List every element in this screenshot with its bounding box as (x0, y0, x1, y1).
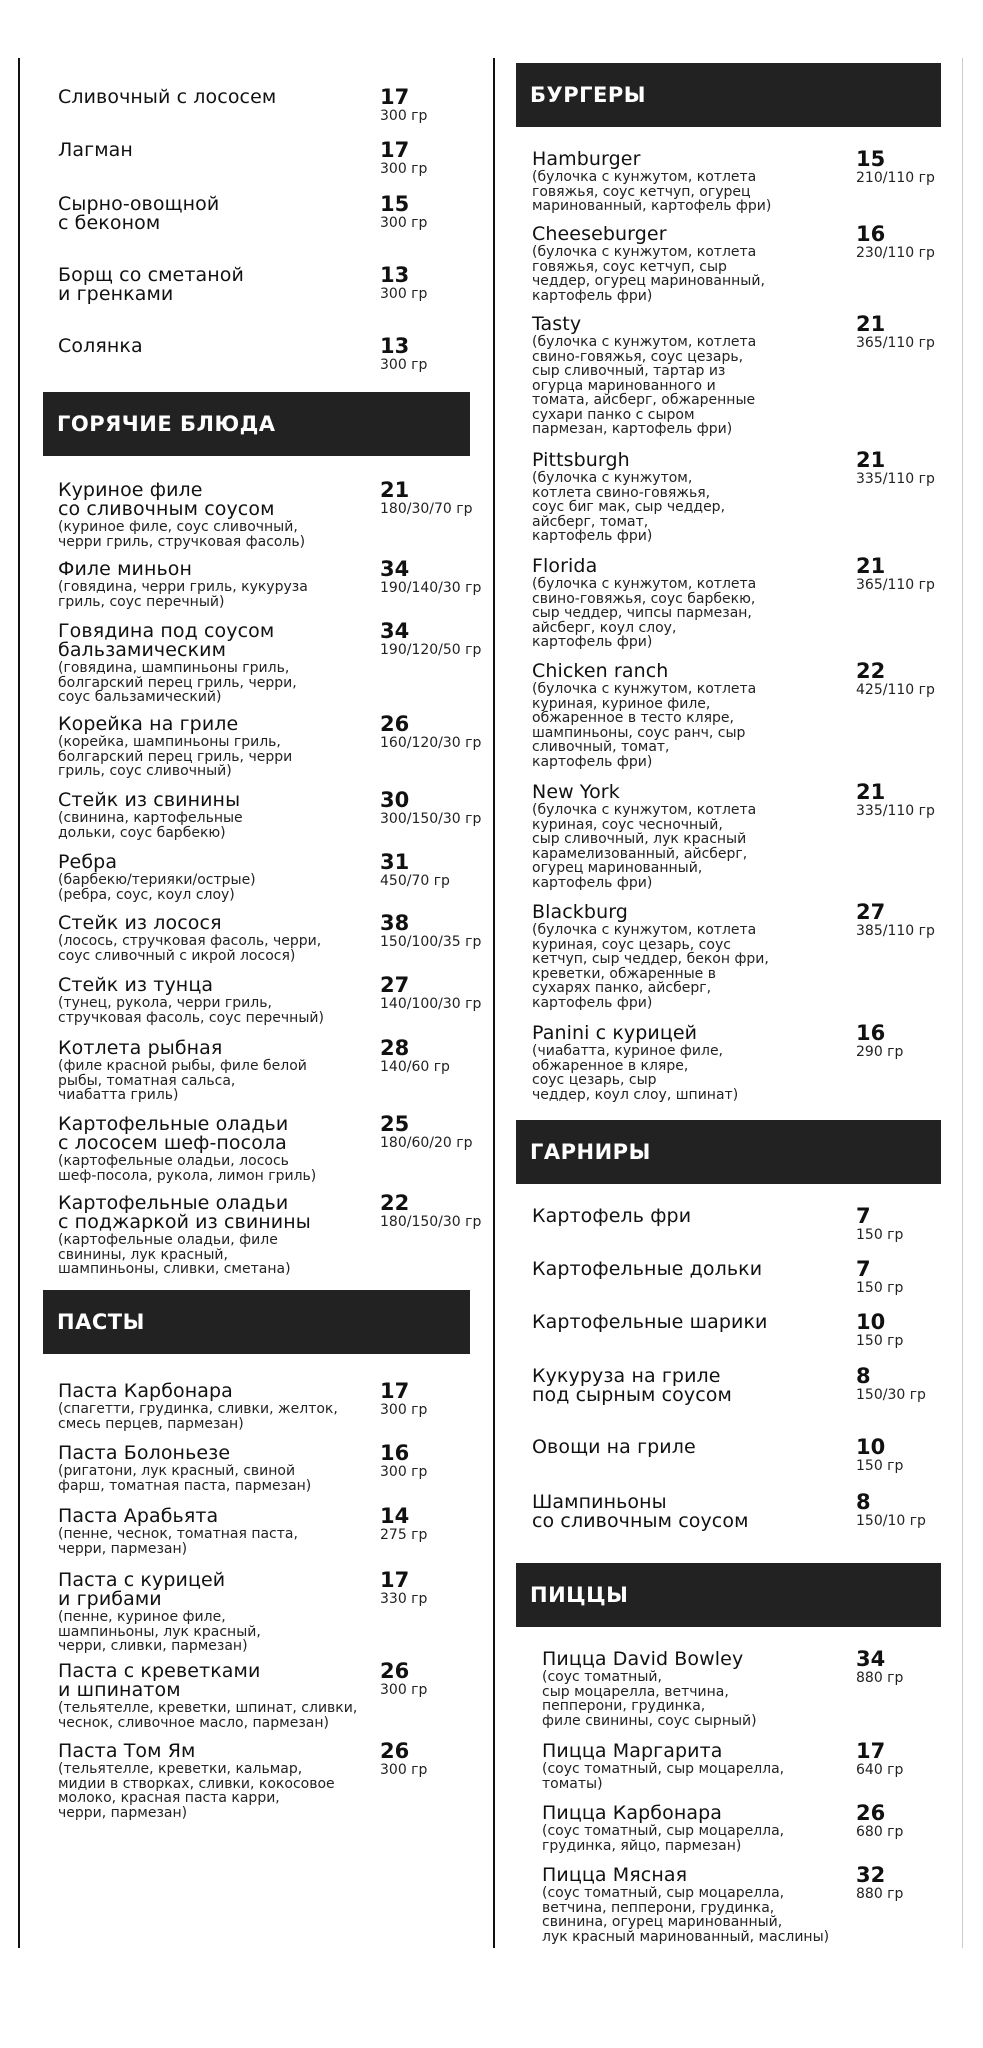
menu-item (532, 1493, 850, 1531)
menu-item (542, 1650, 850, 1728)
item-description: (картофельные оладьи, филе свинины, лук красный, шампиньоны, сливки, сметана) (58, 1232, 291, 1277)
item-description: (тунец, рукола, черри гриль, стручковая фасоль, соус перечный) (58, 995, 324, 1026)
item-weight: 190/120/50 гр (380, 642, 482, 658)
item-description: (говядина, шампиньоны гриль, болгарский перец гриль, черри, соус бальзамический) (58, 660, 297, 705)
menu-item (58, 715, 374, 779)
item-price: 21 (856, 780, 886, 804)
item-price: 8 (856, 1490, 871, 1514)
menu-item (58, 88, 374, 107)
item-weight: 160/120/30 гр (380, 735, 482, 751)
item-price: 17 (380, 85, 410, 109)
item-name: Картофельные шарики (532, 1311, 768, 1333)
menu-item (58, 1742, 374, 1820)
item-price: 13 (380, 263, 410, 287)
menu-item (542, 1804, 850, 1853)
menu-item (58, 337, 374, 356)
item-weight: 150 гр (856, 1458, 904, 1474)
item-price: 31 (380, 850, 410, 874)
section-header-hot: ГОРЯЧИЕ БЛЮДА (43, 392, 470, 456)
item-price: 17 (380, 138, 410, 162)
item-description: (лосось, стручковая фасоль, черри, соус сливочный с икрой лосося) (58, 933, 322, 964)
section-header-pizza: ПИЦЦЫ (516, 1563, 941, 1627)
menu-item (532, 903, 850, 1010)
item-weight: 365/110 гр (856, 335, 935, 351)
section-header-sides: ГАРНИРЫ (516, 1120, 941, 1184)
item-name: Картофельные дольки (532, 1258, 763, 1280)
menu-item (532, 1367, 850, 1405)
item-weight: 150 гр (856, 1333, 904, 1349)
item-weight: 190/140/30 гр (380, 580, 482, 596)
item-name: Pittsburgh (532, 449, 630, 471)
item-weight: 210/110 гр (856, 170, 935, 186)
menu-item (532, 150, 850, 214)
item-name: Шампиньоны со сливочным соусом (532, 1491, 749, 1532)
item-weight: 300 гр (380, 1402, 428, 1418)
item-description: (соус томатный, сыр моцарелла, ветчина, пепперони, грудинка, свинина, огурец маринованный, лук красный маринованный, маслины) (542, 1885, 830, 1945)
item-name: Паста с курицей и грибами (58, 1569, 226, 1610)
item-description: (филе красной рыбы, филе белой рыбы, томатная сальса, чиабатта гриль) (58, 1058, 307, 1103)
item-price: 17 (856, 1739, 886, 1763)
item-description: (тельятелле, креветки, шпинат, сливки, чеснок, сливочное масло, пармезан) (58, 1700, 358, 1731)
item-price: 13 (380, 334, 410, 358)
item-name: Hamburger (532, 148, 641, 170)
item-price: 22 (380, 1191, 410, 1215)
item-name: Картофельные оладьи с поджаркой из свинины (58, 1192, 311, 1233)
item-name: Panini с курицей (532, 1022, 698, 1044)
item-weight: 300 гр (380, 108, 428, 124)
menu-item (58, 481, 374, 549)
menu-item (532, 1438, 850, 1457)
item-price: 26 (856, 1801, 886, 1825)
item-description: (чиабатта, куриное филе, обжаренное в кляре, соус цезарь, сыр чеддер, коул слоу, шпинат) (532, 1043, 739, 1103)
item-weight: 450/70 гр (380, 873, 450, 889)
menu-item (532, 315, 850, 437)
item-weight: 335/110 гр (856, 803, 935, 819)
item-price: 28 (380, 1036, 410, 1060)
item-name: Котлета рыбная (58, 1037, 223, 1059)
item-price: 34 (380, 557, 410, 581)
left-border (18, 58, 20, 1948)
item-name: Лагман (58, 139, 133, 161)
menu-item (532, 1207, 850, 1226)
item-description: (соус томатный, сыр моцарелла, томаты) (542, 1761, 785, 1792)
menu-item (532, 557, 850, 650)
item-name: Пицца Мясная (542, 1864, 688, 1886)
item-weight: 300 гр (380, 215, 428, 231)
item-weight: 880 гр (856, 1670, 904, 1686)
item-price: 17 (380, 1379, 410, 1403)
item-weight: 300 гр (380, 1682, 428, 1698)
item-description: (картофельные оладьи, лосось шеф-посола, рукола, лимон гриль) (58, 1153, 317, 1184)
item-weight: 300 гр (380, 1762, 428, 1778)
item-name: Корейка на гриле (58, 713, 239, 735)
item-weight: 275 гр (380, 1527, 428, 1543)
item-weight: 640 гр (856, 1762, 904, 1778)
item-name: Паста Арабьята (58, 1505, 219, 1527)
item-weight: 290 гр (856, 1044, 904, 1060)
item-weight: 300 гр (380, 357, 428, 373)
item-price: 25 (380, 1112, 410, 1136)
item-name: New York (532, 781, 620, 803)
item-name: Паста Болоньезе (58, 1442, 231, 1464)
item-price: 21 (856, 554, 886, 578)
item-description: (говядина, черри гриль, кукуруза гриль, соус перечный) (58, 579, 308, 610)
item-price: 15 (856, 147, 886, 171)
menu-item (532, 225, 850, 303)
menu-item (58, 622, 374, 705)
item-weight: 300 гр (380, 286, 428, 302)
item-name: Филе миньон (58, 558, 193, 580)
item-description: (куриное филе, соус сливочный, черри гриль, стручковая фасоль) (58, 519, 306, 550)
menu-item (532, 783, 850, 890)
menu-item (58, 791, 374, 840)
item-name: Овощи на гриле (532, 1436, 696, 1458)
menu-item (58, 195, 374, 233)
item-weight: 230/110 гр (856, 245, 935, 261)
item-name: Blackburg (532, 901, 628, 923)
item-weight: 880 гр (856, 1886, 904, 1902)
section-header-pasta: ПАСТЫ (43, 1290, 470, 1354)
item-description: (свинина, картофельные дольки, соус барбекю) (58, 810, 243, 841)
menu-item (532, 451, 850, 544)
item-weight: 300 гр (380, 161, 428, 177)
item-name: Ребра (58, 851, 118, 873)
item-price: 26 (380, 1659, 410, 1683)
item-price: 16 (856, 1021, 886, 1045)
item-weight: 150/10 гр (856, 1513, 926, 1529)
item-price: 16 (856, 222, 886, 246)
item-price: 34 (856, 1647, 886, 1671)
item-name: Борщ со сметаной и гренками (58, 264, 244, 305)
item-weight: 385/110 гр (856, 923, 935, 939)
item-name: Солянка (58, 335, 143, 357)
menu-item (58, 560, 374, 609)
item-price: 22 (856, 659, 886, 683)
item-price: 38 (380, 911, 410, 935)
item-name: Сливочный с лососем (58, 86, 277, 108)
item-name: Стейк из тунца (58, 974, 214, 996)
item-weight: 180/60/20 гр (380, 1135, 473, 1151)
item-price: 7 (856, 1204, 871, 1228)
item-price: 26 (380, 712, 410, 736)
item-name: Стейк из лосося (58, 912, 222, 934)
center-divider (493, 58, 495, 1948)
item-description: (булочка с кунжутом, котлета свино-говяжья, соус биг мак, сыр чеддер, айсберг, томат, картофель фри) (532, 470, 726, 544)
menu-item (58, 1115, 374, 1183)
item-price: 26 (380, 1739, 410, 1763)
item-description: (булочка с кунжутом, котлета свино-говяжья, соус цезарь, сыр сливочный, тартар из огурца маринованного и томата, айсберг, обжаренные сухари панко с сыром пармезан, картофель фри) (532, 334, 757, 437)
item-name: Пицца Маргарита (542, 1740, 723, 1762)
item-price: 15 (380, 192, 410, 216)
menu-item (58, 976, 374, 1025)
item-weight: 425/110 гр (856, 682, 935, 698)
item-weight: 300/150/30 гр (380, 811, 482, 827)
menu-item (58, 141, 374, 160)
item-price: 7 (856, 1257, 871, 1281)
item-name: Сырно-овощной с беконом (58, 193, 220, 234)
item-weight: 330 гр (380, 1591, 428, 1607)
item-price: 30 (380, 788, 410, 812)
item-weight: 140/60 гр (380, 1059, 450, 1075)
item-weight: 150 гр (856, 1280, 904, 1296)
item-weight: 680 гр (856, 1824, 904, 1840)
item-name: Паста Том Ям (58, 1740, 196, 1762)
item-name: Пицца Карбонара (542, 1802, 722, 1824)
item-weight: 180/30/70 гр (380, 501, 473, 517)
item-description: (булочка с кунжутом, котлета куриная, соус чесночный, сыр сливочный, лук красный карамелизованный, айсберг, огурец маринованный, картофель фри) (532, 802, 757, 891)
menu-item (58, 1382, 374, 1431)
item-price: 27 (380, 973, 410, 997)
item-description: (булочка с кунжутом, котлета свино-говяжья, соус барбекю, сыр чеддер, чипсы пармезан, айсберг, коул слоу, картофель фри) (532, 576, 757, 650)
item-price: 21 (856, 448, 886, 472)
item-name: Куриное филе со сливочным соусом (58, 479, 275, 520)
item-name: Картофель фри (532, 1205, 692, 1227)
item-price: 16 (380, 1441, 410, 1465)
item-description: (булочка с кунжутом, котлета куриная, куриное филе, обжаренное в тесто кляре, шампиньоны, соус ранч, сыр сливочный, томат, картофель фри) (532, 681, 757, 770)
item-description: (тельятелле, креветки, кальмар, мидии в створках, сливки, кокосовое молоко, красная паста карри, черри, пармезан) (58, 1761, 335, 1821)
item-price: 32 (856, 1863, 886, 1887)
menu-item (542, 1866, 850, 1944)
item-weight: 140/100/30 гр (380, 996, 482, 1012)
item-price: 10 (856, 1310, 886, 1334)
section-header-burgers: БУРГЕРЫ (516, 63, 941, 127)
item-price: 21 (856, 312, 886, 336)
item-description: (булочка с кунжутом, котлета говяжья, соус кетчуп, огурец маринованный, картофель фри) (532, 169, 772, 214)
menu-item (532, 1260, 850, 1279)
item-price: 8 (856, 1364, 871, 1388)
item-price: 27 (856, 900, 886, 924)
menu-item (58, 914, 374, 963)
item-description: (соус томатный, сыр моцарелла, грудинка, яйцо, пармезан) (542, 1823, 785, 1854)
item-name: Картофельные оладьи с лососем шеф-посола (58, 1113, 289, 1154)
item-description: (булочка с кунжутом, котлета говяжья, соус кетчуп, сыр чеддер, огурец маринованный, картофель фри) (532, 244, 765, 304)
menu-item (58, 1444, 374, 1493)
item-price: 10 (856, 1435, 886, 1459)
menu-item (532, 1024, 850, 1102)
item-description: (спагетти, грудинка, сливки, желток, смесь перцев, пармезан) (58, 1401, 338, 1432)
menu-item (532, 662, 850, 769)
menu-item (58, 1507, 374, 1556)
item-weight: 335/110 гр (856, 471, 935, 487)
menu-item (532, 1313, 850, 1332)
item-price: 17 (380, 1568, 410, 1592)
item-description: (ригатони, лук красный, свиной фарш, томатная паста, пармезан) (58, 1463, 312, 1494)
item-description: (корейка, шампиньоны гриль, болгарский перец гриль, черри гриль, соус сливочный) (58, 734, 293, 779)
menu-item (58, 853, 374, 902)
item-name: Florida (532, 555, 598, 577)
item-name: Кукуруза на гриле под сырным соусом (532, 1365, 732, 1406)
item-name: Chicken ranch (532, 660, 669, 682)
item-weight: 150/30 гр (856, 1387, 926, 1403)
item-name: Паста Карбонара (58, 1380, 233, 1402)
item-name: Cheeseburger (532, 223, 667, 245)
menu-item (58, 1039, 374, 1103)
item-description: (пенне, куриное филе, шампиньоны, лук красный, черри, сливки, пармезан) (58, 1609, 261, 1654)
menu-item (58, 1662, 374, 1730)
item-name: Стейк из свинины (58, 789, 241, 811)
item-price: 14 (380, 1504, 410, 1528)
right-border (962, 58, 963, 1948)
item-name: Говядина под соусом бальзамическим (58, 620, 275, 661)
item-weight: 365/110 гр (856, 577, 935, 593)
menu-item (58, 266, 374, 304)
item-price: 21 (380, 478, 410, 502)
menu-item (58, 1194, 374, 1277)
item-name: Пицца David Bowley (542, 1648, 744, 1670)
menu-item (58, 1571, 374, 1654)
item-weight: 150/100/35 гр (380, 934, 482, 950)
item-weight: 180/150/30 гр (380, 1214, 482, 1230)
item-description: (барбекю/терияки/острые) (ребра, соус, коул слоу) (58, 872, 256, 903)
item-weight: 150 гр (856, 1227, 904, 1243)
item-weight: 300 гр (380, 1464, 428, 1480)
item-price: 34 (380, 619, 410, 643)
item-description: (булочка с кунжутом, котлета куриная, соус цезарь, соус кетчуп, сыр чеддер, бекон фри, креветки, обжаренные в сухарях панко, айсберг, картофель фри) (532, 922, 769, 1011)
item-description: (пенне, чеснок, томатная паста, черри, пармезан) (58, 1526, 298, 1557)
menu-item (542, 1742, 850, 1791)
item-name: Tasty (532, 313, 582, 335)
item-name: Паста с креветками и шпинатом (58, 1660, 261, 1701)
item-description: (соус томатный, сыр моцарелла, ветчина, пепперони, грудинка, филе свинины, соус сырный) (542, 1669, 757, 1729)
